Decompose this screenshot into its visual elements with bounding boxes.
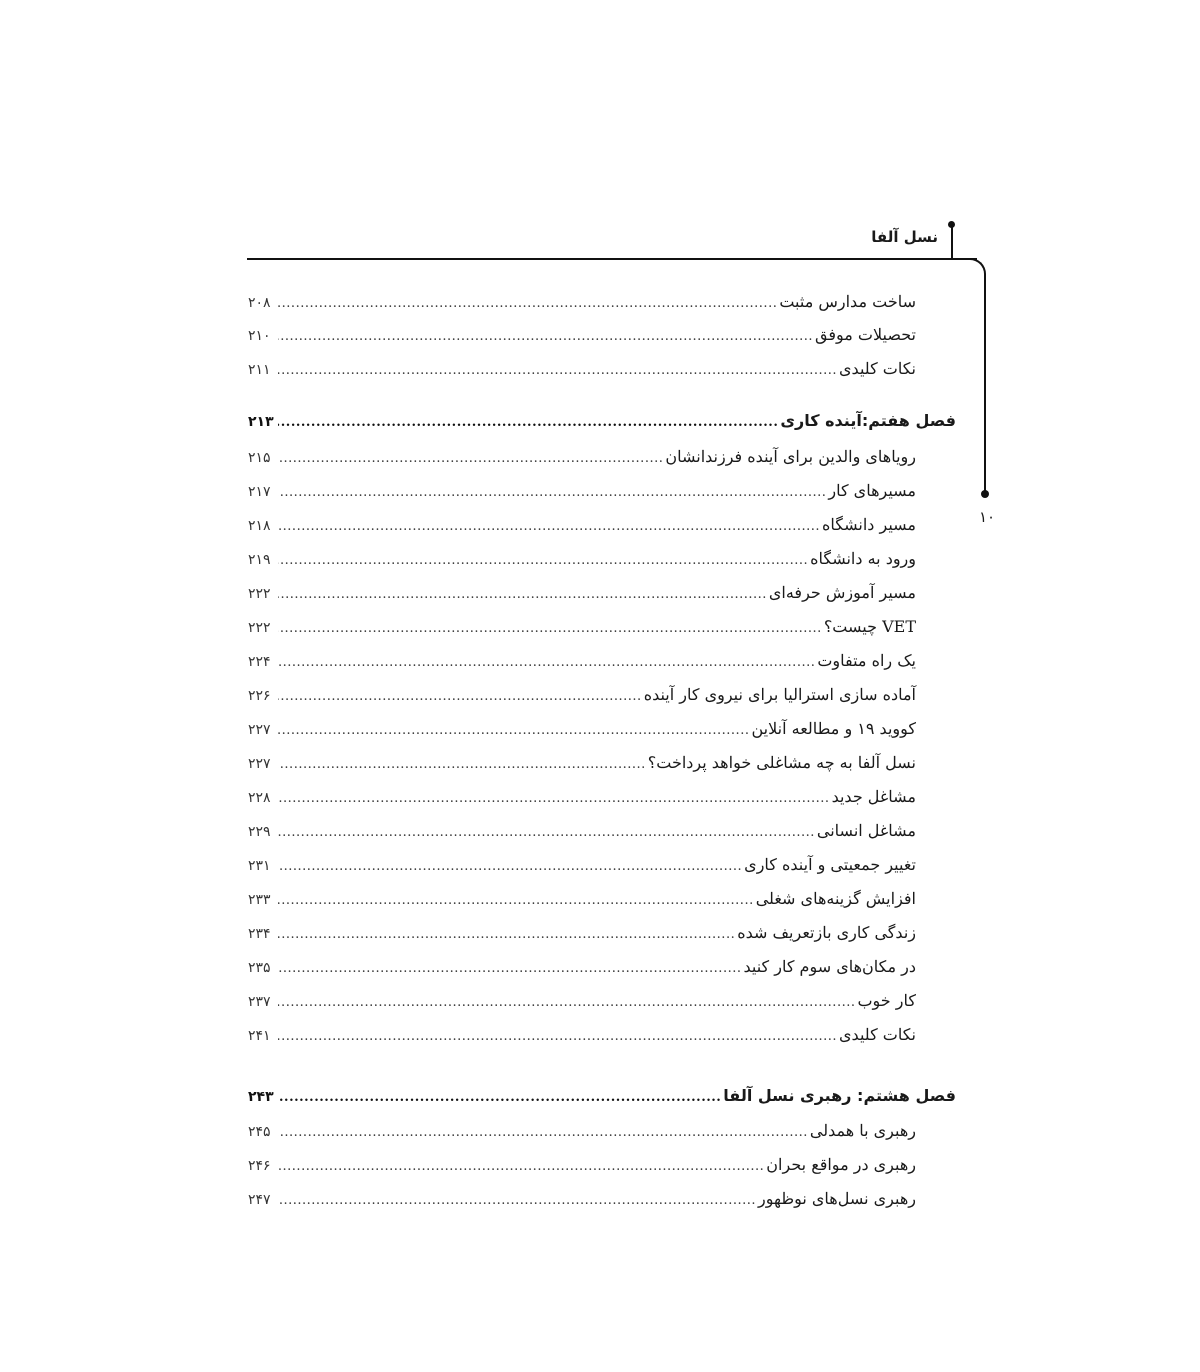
dot-leader [278, 324, 815, 350]
toc-entry[interactable] [248, 512, 916, 538]
toc-entry-page: ۲۴۷ [248, 1192, 271, 1208]
dot-leader [278, 1188, 758, 1214]
toc-chapter-title: فصل هشتم: رهبری نسل آلفا [723, 1086, 956, 1105]
toc-entry[interactable] [248, 356, 916, 382]
toc-entry-title: در مکان‌های سوم کار کنید [743, 957, 916, 976]
toc-entry-page: ۲۱۵ [248, 450, 271, 466]
toc-entry[interactable] [248, 750, 916, 776]
page-number: ۱۰ [978, 508, 996, 526]
toc-entry-title: ورود به دانشگاه [810, 549, 916, 568]
toc-entry-title: مسیرهای کار [828, 481, 916, 500]
toc-entry[interactable] [248, 716, 916, 742]
dot-leader [278, 990, 857, 1016]
toc-entry-page: ۲۲۸ [248, 790, 271, 806]
toc-entry-page: ۲۲۲ [248, 586, 271, 602]
dot-leader [278, 514, 822, 540]
toc-entry[interactable] [248, 1152, 916, 1178]
toc-entry-title: ساخت مدارس مثبت [779, 292, 916, 311]
running-title: نسل آلفا [871, 228, 938, 246]
toc-chapter-entry[interactable] [248, 1083, 956, 1109]
toc-entry-title: نکات کلیدی [839, 359, 916, 378]
toc-entry-page: ۲۲۶ [248, 688, 271, 704]
toc-chapter-page: ۲۱۳ [248, 414, 274, 430]
toc-entry-page: ۲۲۷ [248, 756, 271, 772]
toc-entry[interactable] [248, 478, 916, 504]
dot-leader [278, 616, 824, 642]
toc-chapter-entry[interactable] [248, 408, 956, 434]
toc-entry-title: رهبری نسل‌های نوظهور [757, 1189, 916, 1208]
toc-entry[interactable] [248, 852, 916, 878]
toc-entry-title: مسیر آموزش حرفه‌ای [768, 583, 916, 602]
dot-leader [278, 956, 743, 982]
toc-entry-page: ۲۱۷ [248, 484, 271, 500]
toc-entry[interactable] [248, 954, 916, 980]
toc-entry-page: ۲۴۱ [248, 1028, 271, 1044]
toc-entry-page: ۲۳۴ [248, 926, 271, 942]
toc-entry-title: کار خوب [857, 991, 916, 1010]
toc-entry[interactable] [248, 920, 916, 946]
toc-entry-title: تغییر جمعیتی و آینده کاری [744, 855, 916, 874]
toc-entry-title: VET چیست؟ [823, 617, 916, 636]
toc-entry-page: ۲۳۷ [248, 994, 271, 1010]
toc-entry[interactable] [248, 1022, 916, 1048]
toc-entry-page: ۲۴۵ [248, 1124, 271, 1140]
dot-leader [278, 718, 751, 744]
dot-leader [278, 1120, 810, 1146]
toc-entry-page: ۲۲۹ [248, 824, 271, 840]
toc-entry-title: رهبری با همدلی [809, 1121, 916, 1140]
dot-leader [278, 922, 737, 948]
frame-side-rule [984, 274, 986, 496]
dot-leader [278, 410, 780, 436]
toc-entry-page: ۲۳۵ [248, 960, 271, 976]
toc-entry-title: آماده سازی استرالیا برای نیروی کار آینده [643, 685, 916, 704]
toc-entry-page: ۲۳۱ [248, 858, 271, 874]
dot-leader [278, 752, 648, 778]
toc-entry-title: افزایش گزینه‌های شغلی [755, 889, 916, 908]
toc-entry[interactable] [248, 580, 916, 606]
dot-leader [278, 1154, 766, 1180]
toc-chapter-page: ۲۴۳ [248, 1089, 274, 1105]
toc-entry-page: ۲۱۱ [248, 362, 271, 378]
dot-leader [278, 548, 810, 574]
toc-entry-title: نکات کلیدی [839, 1025, 916, 1044]
toc-entry-title: رهبری در مواقع بحران [766, 1155, 916, 1174]
dot-leader [278, 291, 779, 317]
toc-entry[interactable] [248, 444, 916, 470]
toc-entry-title: مشاغل انسانی [816, 821, 916, 840]
dot-leader [278, 786, 832, 812]
dot-leader [278, 1024, 839, 1050]
toc-entry-title: زندگی کاری بازتعریف شده [737, 923, 916, 942]
dot-leader [278, 684, 644, 710]
toc-entry-page: ۲۱۹ [248, 552, 271, 568]
toc-entry-page: ۲۲۴ [248, 654, 271, 670]
toc-entry[interactable] [248, 682, 916, 708]
toc-entry-page: ۲۲۷ [248, 722, 271, 738]
toc-entry[interactable] [248, 322, 916, 348]
toc-entry[interactable] [248, 784, 916, 810]
header-ornament-stem [951, 225, 953, 259]
toc-chapter-title: فصل هفتم:آینده کاری [780, 411, 956, 430]
toc-entry-page: ۲۱۸ [248, 518, 271, 534]
toc-entry-page: ۲۳۳ [248, 892, 271, 908]
toc-entry[interactable] [248, 818, 916, 844]
toc-entry-title: تحصیلات موفق [814, 325, 916, 344]
dot-leader [278, 1085, 723, 1111]
dot-leader [278, 820, 817, 846]
header-rule [247, 258, 977, 260]
toc-entry-title: مشاغل جدید [831, 787, 916, 806]
toc-entry-title: کووید ۱۹ و مطالعه آنلاین [751, 719, 916, 738]
frame-ornament-dot [981, 490, 989, 498]
toc-entry[interactable] [248, 648, 916, 674]
toc-entry-page: ۲۱۰ [248, 328, 271, 344]
dot-leader [278, 854, 744, 880]
dot-leader [278, 650, 817, 676]
dot-leader [278, 582, 769, 608]
toc-entry[interactable] [248, 988, 916, 1014]
toc-entry-title: نسل آلفا به چه مشاغلی خواهد پرداخت؟ [647, 753, 916, 772]
toc-entry[interactable] [248, 1118, 916, 1144]
toc-entry-title: یک راه متفاوت [817, 651, 916, 670]
toc-entry-page: ۲۲۲ [248, 620, 271, 636]
toc-entry-title: رویاهای والدین برای آینده فرزندانشان [665, 447, 916, 466]
toc-entry[interactable] [248, 289, 916, 315]
dot-leader [278, 446, 665, 472]
dot-leader [278, 358, 839, 384]
dot-leader [278, 888, 756, 914]
toc-entry[interactable] [248, 614, 916, 640]
toc-entry[interactable] [248, 546, 916, 572]
toc-entry-page: ۲۰۸ [248, 295, 271, 311]
toc-entry-page: ۲۴۶ [248, 1158, 271, 1174]
toc-entry[interactable] [248, 886, 916, 912]
toc-entry[interactable] [248, 1186, 916, 1212]
dot-leader [278, 480, 828, 506]
toc-entry-title: مسیر دانشگاه [822, 515, 916, 534]
